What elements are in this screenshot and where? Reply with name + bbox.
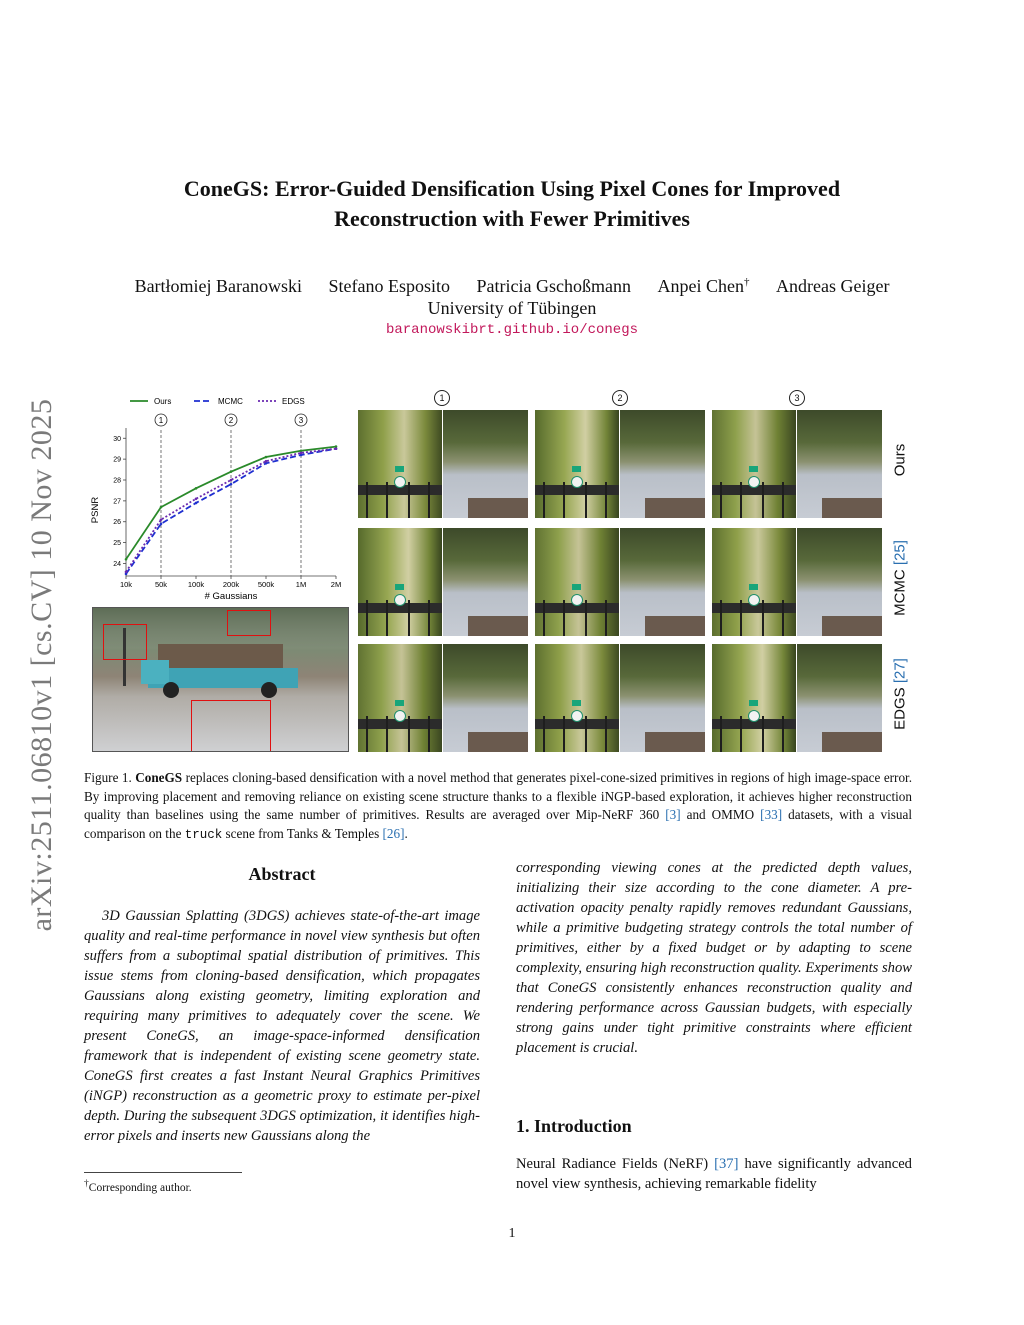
x-tick-label: 200k (222, 580, 240, 589)
truck-bed-crop (645, 616, 705, 636)
fence-post (543, 482, 545, 518)
page-number: 1 (508, 1226, 516, 1241)
y-tick-label: 30 (113, 435, 121, 443)
fence-post (740, 716, 742, 752)
fence-post (720, 600, 722, 636)
caption-text: datasets, with a visual comparison on the (84, 807, 913, 841)
column-marker-1: 1 (434, 390, 450, 406)
fence-post (428, 482, 430, 518)
street-sign (572, 584, 581, 590)
y-tick-label: 29 (113, 456, 121, 464)
sign-disc (571, 476, 583, 488)
sign-disc (571, 594, 583, 606)
author-name: Andreas Geiger (775, 276, 890, 296)
title-line-2: Reconstruction with Fewer Primitives (334, 206, 690, 231)
sign-disc (748, 476, 760, 488)
row-label-text: MCMC (891, 569, 909, 616)
sign-disc (394, 710, 406, 722)
row-label-text: EDGS (891, 687, 909, 730)
fence-post (762, 482, 764, 518)
caption-end: . (404, 825, 408, 841)
comparison-crop (712, 410, 882, 518)
legend-label-ours: Ours (154, 397, 172, 406)
column-marker-3: 3 (789, 390, 805, 406)
abstract-continued: corresponding viewing cones at the predicted depth values, initializing their size according to the cone diameter. A pre-activation opacity penalty rapidly removes redundant Gaussians, while a primitive budgeting strategy controls the total number of primitives, either by a fixed budget or by adapting to scene complexity, ensuring high reconstruction quality. Experiments show that ConeGS consistently enhances reconstruction quality and rendering performance across Gaussian budgets, with especially strong gains under tight primitive constraints where efficient placement is crucial. (516, 860, 912, 1056)
fence-post (605, 600, 607, 636)
truck-bed-crop (822, 732, 882, 752)
psnr-chart-svg (84, 388, 354, 602)
marker-label: 3 (298, 416, 304, 425)
data-point-ours (195, 487, 198, 490)
legend-label-mcmc: MCMC (218, 397, 243, 406)
comparison-crop (358, 528, 528, 636)
fence-post (386, 716, 388, 752)
data-point-edgs (195, 497, 198, 500)
comparison-crop (712, 528, 882, 636)
data-point-ours (230, 470, 233, 473)
affiliation: University of Tübingen (427, 298, 597, 318)
fence-post (408, 600, 410, 636)
citation-link[interactable]: [33] (760, 807, 783, 822)
truck-cab (141, 660, 169, 684)
caption-text: scene from Tanks & Temples (225, 825, 380, 841)
x-tick-label: 10k (119, 580, 133, 589)
author-name: Patricia Gschoßmann (476, 276, 631, 296)
street-sign (395, 584, 404, 590)
sign-disc (571, 710, 583, 722)
truck-bed-crop (468, 616, 528, 636)
fence-post (428, 716, 430, 752)
fence-post (762, 716, 764, 752)
fence-post (366, 482, 368, 518)
data-point-edgs (230, 479, 233, 482)
crop-box-3 (191, 700, 271, 752)
x-tick-label: 1M (295, 580, 307, 589)
comparison-crop (358, 644, 528, 752)
caption-text: and OMMO (686, 807, 755, 822)
corresponding-mark: † (743, 276, 750, 288)
street-sign (749, 700, 758, 706)
fence-post (408, 716, 410, 752)
truck-bed-crop (822, 616, 882, 636)
row-label-cite[interactable]: [27] (891, 658, 909, 684)
fence-post (720, 716, 722, 752)
data-point-edgs (265, 460, 268, 463)
author-list (0, 270, 1024, 298)
data-point-mcmc (160, 523, 163, 526)
sign-disc (394, 476, 406, 488)
fence-post (605, 482, 607, 518)
data-point-mcmc (230, 483, 233, 486)
arxiv-identifier: arXiv:2511.06810v1 [cs.CV] 10 Nov 2025 (25, 398, 58, 932)
y-tick-label: 26 (113, 519, 121, 527)
sign-disc (748, 594, 760, 606)
data-point-edgs (335, 447, 338, 450)
x-tick-label: 2M (330, 580, 342, 589)
sign-disc (748, 710, 760, 722)
author-name-text: Anpei Chen (657, 276, 744, 296)
comparison-crop (535, 528, 705, 636)
y-tick-label: 27 (113, 498, 121, 506)
footnote-text: Corresponding author. (88, 1181, 192, 1194)
street-sign (395, 700, 404, 706)
fence-post (366, 716, 368, 752)
abstract-heading: Abstract (248, 864, 316, 884)
crop-box-1 (103, 624, 147, 660)
x-tick-label: 500k (257, 580, 275, 589)
row-label-text: Ours (891, 443, 909, 477)
truck-scene-image (92, 607, 349, 752)
fence-post (762, 600, 764, 636)
street-sign (749, 466, 758, 472)
fence-post (782, 600, 784, 636)
intro-text: have significantly advanced novel view synthesis, achieving remarkable fidelity (516, 1156, 912, 1192)
comparison-crop (712, 644, 882, 752)
abstract-body: 3D Gaussian Splatting (3DGS) achieves state-of-the-art image quality and real-time performance in novel view synthesis but often suffers from a suboptimal spatial distribution of primitives. This issue stems from cloning-based densification, which propagates Gaussians along existing geometry, limiting exploration and requiring many primitives to adequately cover the scene. We present ConeGS, an image-space-informed densification framework that is independent of existing scene geometry state. ConeGS first creates a fast Instant Neural Graphics Primitives (iNGP) reconstruction as a geometric proxy to estimate per-pixel depth. During the subsequent 3DGS optimization, it identifies high-error pixels and inserts new Gaussians along the (84, 908, 480, 1144)
section-heading-introduction: 1. Introduction (516, 1116, 632, 1136)
fence-post (408, 482, 410, 518)
caption-text: replaces cloning-based densification with a novel method that generates pixel-cone-sized primitives in regions of high image-space error. By improving placement and removing reliance on existing scene structure thanks to a flexible iNGP-based exploration, it achieves higher reconstruction quality than baselines using the same number of primitives. Results are averaged over Mip-NeRF 360 (84, 770, 913, 822)
data-point-mcmc (195, 502, 198, 505)
truck-wheel (163, 682, 179, 698)
street-sign (572, 700, 581, 706)
caption-scene-name: truck (184, 827, 223, 842)
fence-post (585, 600, 587, 636)
data-point-edgs (160, 518, 163, 521)
fence-post (782, 482, 784, 518)
fence-post (740, 600, 742, 636)
fence-post (428, 600, 430, 636)
fence-post (543, 716, 545, 752)
fence-post (563, 600, 565, 636)
x-axis-label: # Gaussians (204, 591, 258, 602)
y-axis-label: PSNR (90, 496, 101, 524)
footnote-rule (84, 1172, 242, 1173)
author-name: Stefano Esposito (328, 276, 451, 296)
fence-post (782, 716, 784, 752)
fence-post (386, 600, 388, 636)
truck-bed-crop (468, 498, 528, 518)
marker-label: 1 (158, 416, 164, 425)
caption-prefix: Figure 1. (84, 770, 132, 785)
truck-bed-crop (468, 732, 528, 752)
truck-bed-crop (822, 498, 882, 518)
fence-post (605, 716, 607, 752)
fence-post (366, 600, 368, 636)
data-point-ours (265, 456, 268, 459)
fence-post (563, 716, 565, 752)
footnote-mark: † (84, 1178, 89, 1189)
y-tick-label: 24 (113, 560, 121, 568)
data-point-edgs (125, 571, 128, 574)
fence-post (585, 716, 587, 752)
title-line-1: ConeGS: Error-Guided Densification Using Pixel Cones for Improved (183, 176, 841, 201)
author-name: Bartłomiej Baranowski (134, 276, 303, 296)
fence-post (543, 600, 545, 636)
row-label-mcmc (892, 540, 909, 616)
data-point-ours (160, 506, 163, 509)
citation-link[interactable]: [26] (382, 825, 405, 841)
fence-post (386, 482, 388, 518)
sign-disc (394, 594, 406, 606)
truck-bed-crop (645, 732, 705, 752)
y-tick-label: 28 (113, 477, 121, 485)
caption-method-name: ConeGS (135, 770, 183, 785)
street-sign (395, 466, 404, 472)
street-sign (749, 584, 758, 590)
row-label-cite[interactable]: [25] (891, 540, 909, 566)
marker-label: 2 (228, 416, 234, 425)
comparison-crop (535, 410, 705, 518)
street-sign (572, 466, 581, 472)
psnr-chart (84, 388, 354, 602)
intro-text: Neural Radiance Fields (NeRF) (516, 1156, 709, 1172)
author-name (658, 276, 750, 296)
introduction-body (516, 1154, 912, 1194)
fence-post (585, 482, 587, 518)
row-label-edgs (892, 658, 909, 730)
fence-post (720, 482, 722, 518)
crop-box-2 (227, 610, 271, 636)
data-point-ours (125, 558, 128, 561)
y-tick-label: 25 (113, 540, 121, 548)
truck-wheel (261, 682, 277, 698)
legend-label-edgs: EDGS (282, 397, 305, 406)
fence-post (563, 482, 565, 518)
citation-link[interactable]: [3] (665, 807, 681, 822)
x-tick-label: 50k (154, 580, 168, 589)
row-label-ours (892, 444, 909, 477)
figure-caption (84, 769, 912, 844)
comparison-crop (358, 410, 528, 518)
x-tick-label: 100k (187, 580, 205, 589)
citation-link[interactable]: [37] (714, 1156, 739, 1172)
project-link[interactable]: baranowskibrt.github.io/conegs (385, 322, 639, 338)
data-point-edgs (300, 452, 303, 455)
comparison-crop (535, 644, 705, 752)
paper-title (0, 174, 1024, 234)
fence-post (740, 482, 742, 518)
footnote (84, 1178, 192, 1194)
arxiv-sidebar (18, 370, 66, 960)
column-marker-2: 2 (612, 390, 628, 406)
comparison-grid (356, 388, 916, 754)
truck-bed-crop (645, 498, 705, 518)
